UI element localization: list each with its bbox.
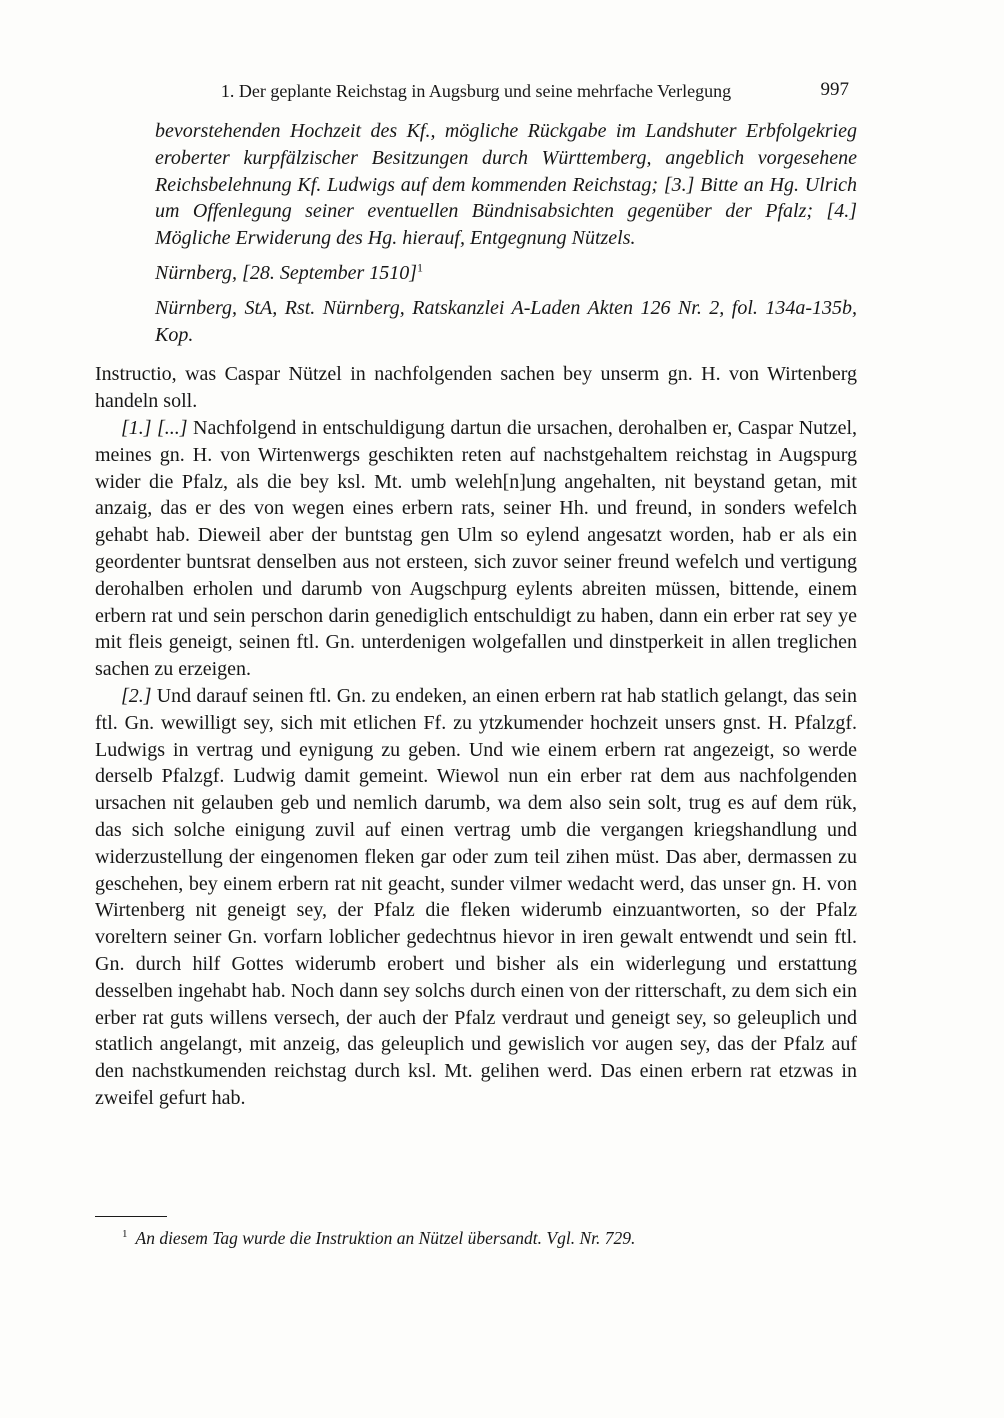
- archive-reference: Nürnberg, StA, Rst. Nürnberg, Ratskanzlei A-Laden Akten 126 Nr. 2, fol. 134a-135b, Kop.: [155, 296, 857, 346]
- footnote-area: [95, 1216, 857, 1250]
- footnote-separator-rule: [95, 1216, 167, 1217]
- paragraph-text: Instructio, was Caspar Nützel in nachfolgenden sachen bey unserm gn. H. von Wirtenberg handeln soll.: [95, 363, 857, 413]
- editorial-marker: [2.]: [121, 684, 152, 707]
- page-number: 997: [820, 79, 849, 100]
- dateline-text: Nürnberg, [28. September 1510]: [155, 261, 418, 284]
- editorial-marker: [1.] [...]: [121, 416, 188, 439]
- paragraph-text: Und darauf seinen ftl. Gn. zu endeken, an einen erbern rat hab statlich gelangt, das sein ftl. Gn. wewilligt sey, sich mit etlichen Ff. zu ytzkumender hochzeit unsers gnst. H. Pfalzgf. Ludwigs in vertrag und eynigung zu geben. Und wie einem erbern rat angezeigt, so werde derselb Pfalzgf. Ludwig damit gemeint. Wiewol nun ein erber rat dem aus nachfolgenden ursachen nit gelauben geb und nemlich darumb, wa dem also sein solt, trug es auf dem rük, das sich solche einigung zuvil auf einen vertrag umb die vergangen kriegshandlung und widerzustellung der eingenomen fleken gar oder zum teil zihen müst. Das aber, dermassen zu geschehen, bey einem erbern rat nit geacht, sunder vilmer wedacht werd, das unser gn. H. von Wirtenberg nit geneigt sey, der Pfalz die fleken widerumb einzuantworten, so der Pfalz voreltern seiner Gn. vorfarn loblicher gedechtnus hievor in iren gewalt entwendt und sein ftl. Gn. durch hilf Gottes widerumb erobert und bisher als ein widerlegung und erstattung desselben ingehabt hab. Noch dann sey solchs durch einen von der ritterschaft, zu dem sich ein erber rat guts willens versech, der auch der Pfalz verdraut und geneigt sey, so geleuplich und statlich angelangt, mit anzeig, das geleuplich und gewislich vor augen sey, das der Pfalz auf den nachstkumenden reichstag durch ksl. Mt. gelihen werd. Das einen erbern rat etzwas in zweifel gefurt hab.: [95, 684, 858, 1109]
- text-block: [95, 118, 857, 1112]
- footnote-ref-superscript: 1: [417, 260, 424, 275]
- running-title: 1. Der geplante Reichstag in Augsburg und seine mehrfache Verlegung: [220, 81, 732, 101]
- dateline: [155, 260, 857, 287]
- document-body: [95, 361, 857, 1111]
- regest-summary: bevorstehenden Hochzeit des Kf., mögliche Rückgabe im Landshuter Erbfolgekrieg eroberter kurpfälzischer Besitzungen durch Württemberg, angeblich vorgesehene Reichsbelehnung Kf. Ludwigs auf dem kommenden Reichstag; [3.] Bitte an Hg. Ulrich um Offenlegung seiner eventuellen Bündnisabsichten gegenüber der Pfalz; [4.] Mögliche Erwiderung des Hg. hierauf, Entgegnung Nützels.: [155, 120, 857, 250]
- footnote: [95, 1226, 857, 1250]
- body-paragraph: [95, 683, 857, 1112]
- page-header: [95, 80, 857, 102]
- paragraph-text: Nachfolgend in entschuldigung dartun die ursachen, derohalben er, Caspar Nutzel, meines gn. H. von Wirtenwergs geschikten reten auf nachstgehaltem reichstag in Augspurg wider die Pfalz, als die bey ksl. Mt. umb weleh[n]ung angehalten, nit beystand getan, mit anzaig, das er des von wegen eines erbern rats, seiner Hh. und freund, in sonders wefelch gehabt hab. Dieweil aber der buntstag gen Ulm so eylend angesatzt worden, hab er als ein geordenter buntsrat denselben aus not ersteen, sich zuvor seiner freund wefelch und vertigung derohalben erholen und darumb von Augschpurg eylents abreiten müssen, bittende, einem erbern rat und sein perschon darin genediglich entschuldigt zu haben, dann ein erber rat sey ye mit fleis geneigt, seinen ftl. Gn. unterdenigen wolgefallen und dinstperkeit in allen treglichen sachen zu erzeigen.: [95, 416, 858, 681]
- footnote-text: An diesem Tag wurde die Instruktion an Nützel übersandt. Vgl. Nr. 729.: [135, 1228, 636, 1248]
- footnote-number: 1: [122, 1228, 128, 1241]
- body-paragraph: [95, 415, 857, 683]
- body-paragraph: [95, 361, 857, 415]
